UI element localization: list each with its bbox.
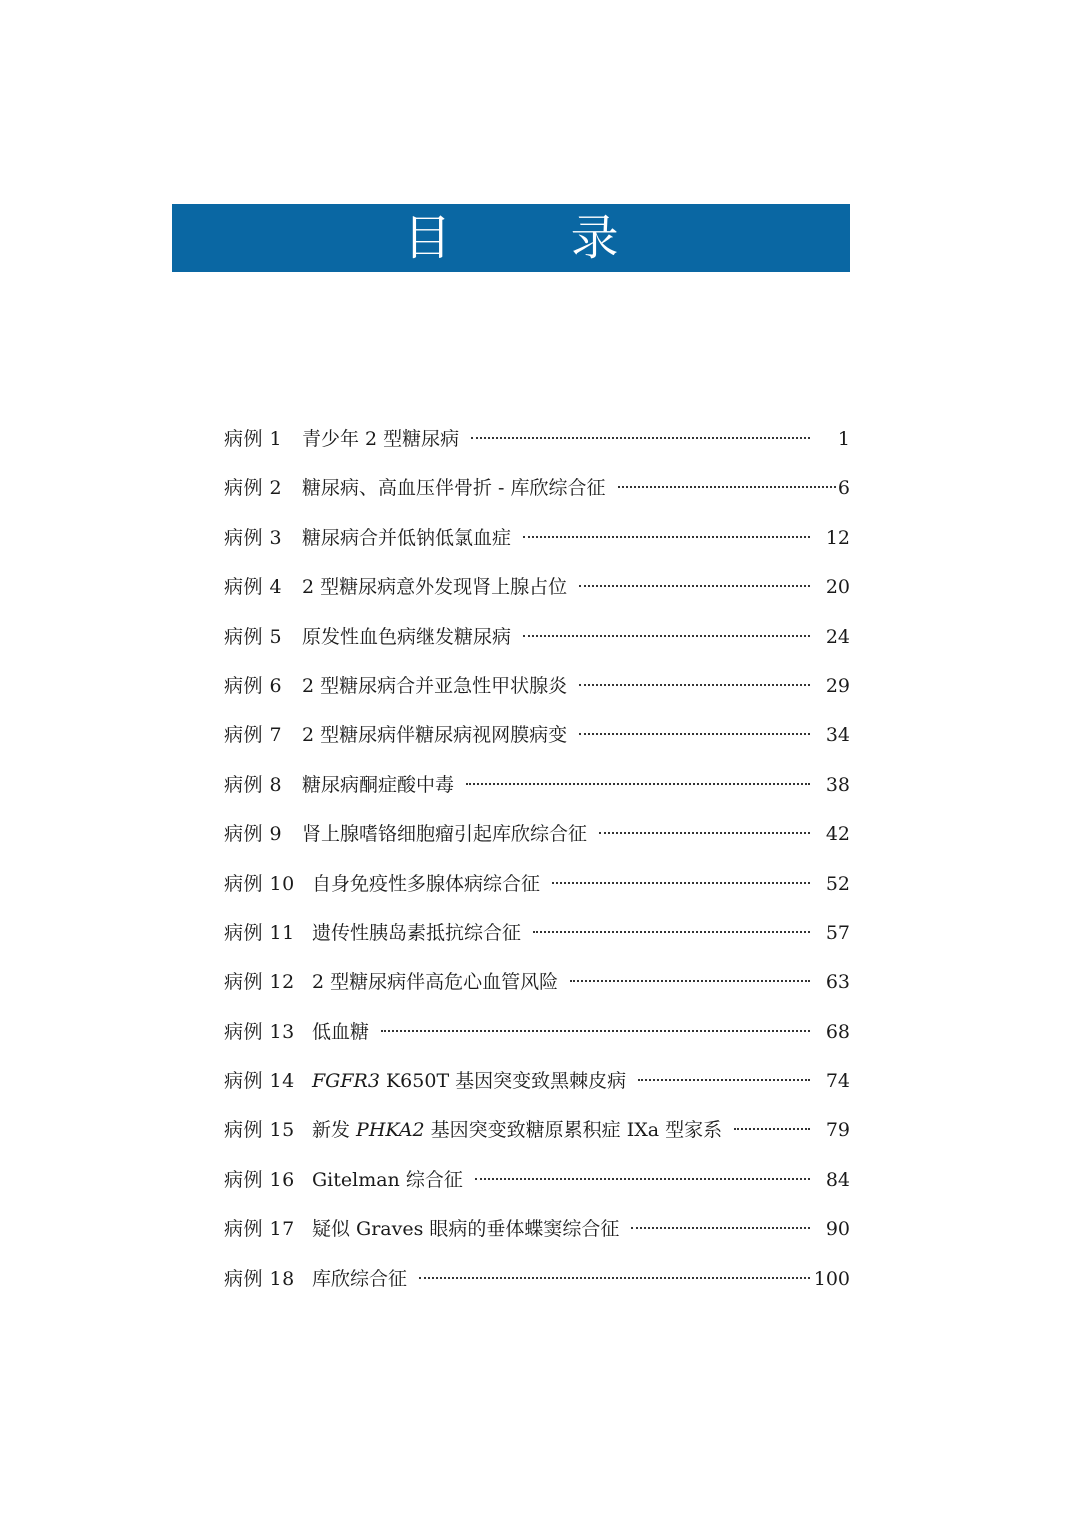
case-number: 病例 8 [224,773,283,796]
page-number: 29 [825,674,850,697]
toc-entry[interactable] [224,1210,850,1259]
toc-entry[interactable] [224,469,850,518]
dot-leader [579,684,810,686]
entry-title: 低血糖 [312,1020,370,1043]
page-number: 24 [825,625,850,648]
page-number: 38 [825,773,850,796]
dot-leader [471,437,810,439]
toc-entry[interactable] [224,667,850,716]
page-number: 90 [825,1218,850,1241]
page-number: 1 [837,428,850,450]
page-number: 34 [825,724,850,747]
gene-name-italic: PHKA2 [356,1119,425,1142]
dot-leader [734,1128,810,1130]
dot-leader [533,931,810,933]
entry-title: 自身免疫性多腺体病综合征 [312,872,541,895]
dot-leader [552,882,810,884]
entry-title: 2 型糖尿病伴糖尿病视网膜病变 [302,724,568,747]
entry-title-rest: K650T 基因突变致黑棘皮病 [379,1070,627,1093]
page-number: 42 [825,823,850,846]
toc-entry[interactable] [224,519,850,568]
case-number: 病例 3 [224,526,283,549]
case-number: 病例 7 [224,724,283,747]
case-number: 病例 4 [224,576,283,599]
entry-title-rest: 基因突变致糖原累积症 IXa 型家系 [424,1119,723,1142]
page-number: 74 [825,1070,850,1093]
toc-entry[interactable] [224,420,850,469]
toc-entry[interactable] [224,815,850,864]
toc-entry[interactable] [224,1161,850,1210]
toc-entry[interactable] [224,1111,850,1160]
case-number: 病例 16 [224,1168,295,1191]
entry-title [312,1062,638,1100]
dot-leader [419,1277,810,1279]
toc-title: 目 录 [403,210,671,266]
toc-entry[interactable] [224,1062,850,1111]
case-number: 病例 11 [224,921,295,944]
dot-leader [381,1030,810,1032]
case-number: 病例 12 [224,971,295,994]
case-number: 病例 5 [224,625,283,648]
toc-entry[interactable] [224,568,850,617]
toc-entry[interactable] [224,914,850,963]
page-number: 68 [825,1020,850,1043]
case-number: 病例 15 [224,1119,295,1142]
toc-entry[interactable] [224,766,850,815]
entry-title: 库欣综合征 [312,1267,408,1290]
case-number: 病例 18 [224,1267,295,1290]
page-number: 20 [825,576,850,599]
toc-entry[interactable] [224,618,850,667]
toc-list [224,420,850,1309]
page-number: 100 [813,1267,850,1290]
case-number: 病例 2 [224,477,283,500]
entry-title: 肾上腺嗜铬细胞瘤引起库欣综合征 [302,823,588,846]
entry-title: 糖尿病酮症酸中毒 [302,773,455,796]
toc-entry[interactable] [224,963,850,1012]
case-number: 病例 14 [224,1070,295,1093]
entry-title-prefix: 新发 [312,1119,357,1142]
page-number: 57 [825,921,850,944]
entry-title: 2 型糖尿病伴高危心血管风险 [312,971,559,994]
entry-title: 糖尿病合并低钠低氯血症 [302,526,512,549]
page-number: 12 [825,526,850,549]
page-number: 52 [825,872,850,895]
dot-leader [631,1227,810,1229]
dot-leader [523,536,810,538]
case-number: 病例 1 [224,428,283,450]
entry-title: Gitelman 综合征 [312,1168,463,1191]
page-number: 79 [825,1119,850,1142]
entry-title: 2 型糖尿病合并亚急性甲状腺炎 [302,674,568,697]
case-number: 病例 6 [224,674,283,697]
dot-leader [475,1178,810,1180]
entry-title: 原发性血色病继发糖尿病 [302,625,512,648]
dot-leader [523,635,810,637]
page-number: 84 [825,1168,850,1191]
toc-entry[interactable] [224,1260,850,1309]
entry-title: 疑似 Graves 眼病的垂体蝶窦综合征 [312,1218,620,1241]
case-number: 病例 9 [224,823,283,846]
case-number: 病例 13 [224,1020,295,1043]
entry-title: 糖尿病、高血压伴骨折 - 库欣综合征 [302,477,606,500]
dot-leader [638,1079,810,1081]
dot-leader [570,980,810,982]
entry-title: 2 型糖尿病意外发现肾上腺占位 [302,576,568,599]
dot-leader [579,733,810,735]
toc-entry[interactable] [224,716,850,765]
dot-leader [618,486,837,488]
dot-leader [466,783,810,785]
page-number: 63 [825,971,850,994]
toc-title-banner [172,204,850,272]
entry-title: 遗传性胰岛素抵抗综合征 [312,921,522,944]
dot-leader [579,585,810,587]
dot-leader [599,832,810,834]
case-number: 病例 17 [224,1218,295,1241]
entry-title [312,1111,734,1149]
gene-name-italic: FGFR3 [312,1070,380,1093]
toc-entry[interactable] [224,865,850,914]
toc-entry[interactable] [224,1013,850,1062]
entry-title: 青少年 2 型糖尿病 [302,428,460,450]
page-number: 6 [837,477,850,500]
case-number: 病例 10 [224,872,295,895]
